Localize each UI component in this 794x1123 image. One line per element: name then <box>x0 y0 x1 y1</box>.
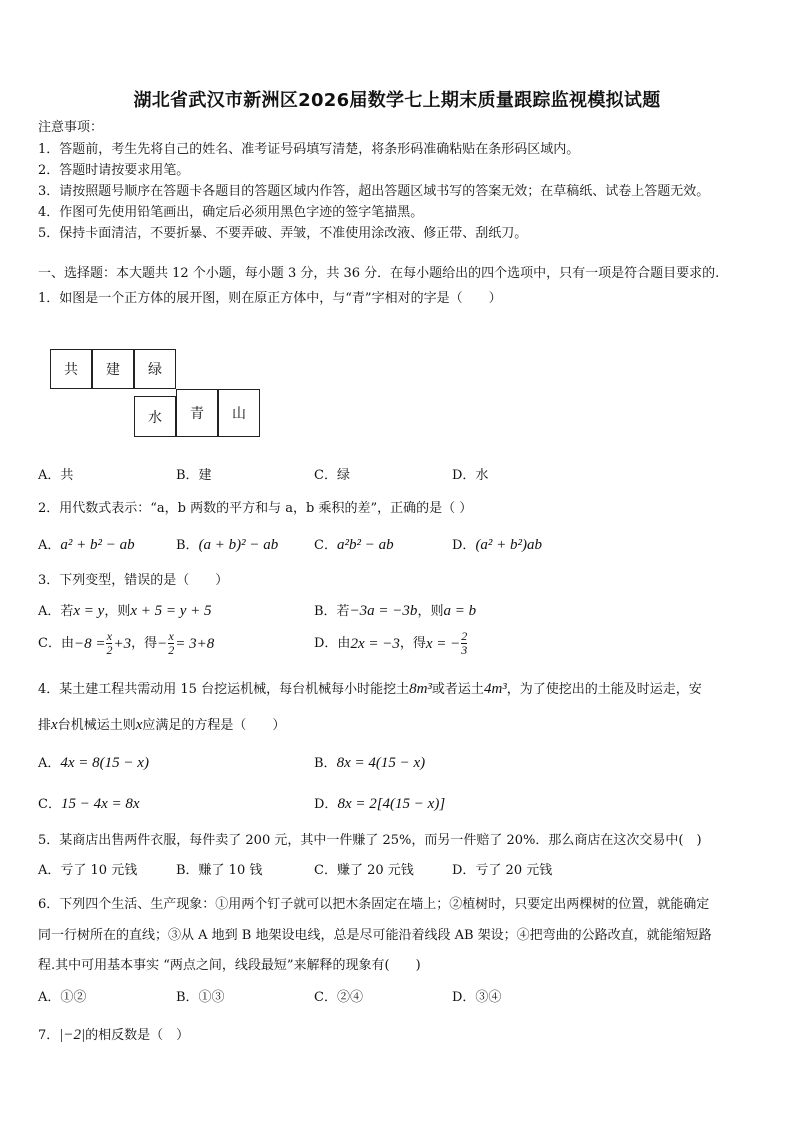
q4-option-label: C． <box>38 797 61 812</box>
q4-option-label: D． <box>314 797 338 812</box>
net-cell: 共 <box>50 349 92 389</box>
fraction: $\frac{x}{2}$ <box>168 629 175 657</box>
q1-option: A．共 <box>38 468 74 483</box>
q2-stem: 2．用代数式表示：“a，b 两数的平方和与 a，b 乘积的差”，正确的是（ ） <box>38 501 473 516</box>
q2-option-label: D． <box>452 538 476 553</box>
q4-stem-line1: 4．某土建工程共需动用 15 台挖运机械，每台机械每小时能挖土8m³或者运土4m³，为了使挖出的土能及时运走，安 <box>38 681 702 697</box>
q6-option: C．②④ <box>314 990 363 1005</box>
q3-option-b: B．若−3a = −3b，则a = b <box>314 603 477 619</box>
net-cell: 青 <box>176 389 218 437</box>
q3-option-c: C．由 −8 = $\frac{x}{2}$ +3 ，得 − $\frac{x}{2}$ = 3+8 <box>38 629 215 657</box>
fraction: $\frac{2}{3}$ <box>461 629 468 657</box>
net-cell: 水 <box>134 396 176 437</box>
notice-heading: 注意事项： <box>38 120 104 135</box>
q2-option-expr: (a² + b²)ab <box>475 537 543 553</box>
section-heading: 一、选择题：本大题共 12 个小题，每小题 3 分，共 36 分．在每小题给出的四个选项中，只有一项是符合题目要求的. <box>38 266 720 281</box>
q3-option-a: A．若x = y，则x + 5 = y + 5 <box>38 603 212 619</box>
notice-item: 3．请按照题号顺序在答题卡各题目的答题区域内作答，超出答题区域书写的答案无效；在草稿纸、试卷上答题无效。 <box>38 184 710 199</box>
q2-option-expr: a² + b² − ab <box>60 537 135 553</box>
net-cell: 建 <box>92 349 134 389</box>
q4-option-expr: 15 − 4x = 8x <box>60 796 140 812</box>
q2-option-label: C． <box>314 538 337 553</box>
q1-option: C．绿 <box>314 468 350 483</box>
q6-stem-line: 6．下列四个生活、生产现象：①用两个钉子就可以把木条固定在墙上；②植树时，只要定出两棵树的位置，就能确定 <box>38 897 710 912</box>
q2-option-expr: (a + b)² − ab <box>198 537 279 553</box>
q4-option-expr: 4x = 8(15 − x) <box>60 755 149 771</box>
q1-option: B．建 <box>176 468 212 483</box>
q3-stem: 3．下列变型，错误的是（ ） <box>38 573 229 588</box>
q4-option-expr: 8x = 4(15 − x) <box>336 755 426 771</box>
q2-option-label: B． <box>176 538 199 553</box>
net-cell: 山 <box>218 389 260 437</box>
q6-option: A．①② <box>38 990 87 1005</box>
page-title: 湖北省武汉市新洲区2026届数学七上期末质量跟踪监视模拟试题 <box>133 90 661 111</box>
notice-item: 1．答题前，考生先将自己的姓名、准考证号码填写清楚，将条形码准确粘贴在条形码区域内。 <box>38 142 580 157</box>
q2-option-expr: a²b² − ab <box>336 537 394 553</box>
q4-option-expr: 8x = 2[4(15 − x)] <box>337 796 446 812</box>
q7-stem: 7．|−2|的相反数是（ ） <box>38 1027 190 1043</box>
q6-stem-line: 程.其中可用基本事实 “两点之间，线段最短”来解释的现象有( ) <box>38 958 421 973</box>
q4-option-label: B． <box>314 756 337 771</box>
q3-option-d: D．由 2x = −3 ，得 x = − $\frac{2}{3}$ <box>314 629 468 657</box>
q1-stem: 1．如图是一个正方体的展开图，则在原正方体中，与“青”字相对的字是（ ） <box>38 291 502 306</box>
q1-option: D．水 <box>452 468 489 483</box>
q2-option-label: A． <box>38 538 61 553</box>
q5-option: C．赚了 20 元钱 <box>314 863 414 878</box>
q5-stem: 5．某商店出售两件衣服，每件卖了 200 元，其中一件赚了 25%，而另一件赔了 20%．那么商店在这次交易中( ) <box>38 833 702 848</box>
q6-stem-line: 同一行树所在的直线；③从 A 地到 B 地架设电线，总是尽可能沿着线段 AB 架设；④把弯曲的公路改直，就能缩短路 <box>38 928 712 943</box>
notice-item: 4．作图可先使用铅笔画出，确定后必须用黑色字迹的签字笔描黑。 <box>38 205 424 220</box>
net-cell: 绿 <box>134 349 176 389</box>
fraction: $\frac{x}{2}$ <box>106 629 113 657</box>
q6-option: D．③④ <box>452 990 502 1005</box>
q4-option-label: A． <box>38 756 61 771</box>
q5-option: D．亏了 20 元钱 <box>452 863 553 878</box>
notice-item: 5．保持卡面清洁，不要折暴、不要弄破、弄皱，不准使用涂改液、修正带、刮纸刀。 <box>38 226 528 241</box>
q4-stem-line2: 排x台机械运土则x应满足的方程是（ ） <box>38 717 286 733</box>
q5-option: B．赚了 10 钱 <box>176 863 263 878</box>
q5-option: A．亏了 10 元钱 <box>38 863 138 878</box>
q6-option: B．①③ <box>176 990 225 1005</box>
notice-item: 2．答题时请按要求用笔。 <box>38 163 190 178</box>
